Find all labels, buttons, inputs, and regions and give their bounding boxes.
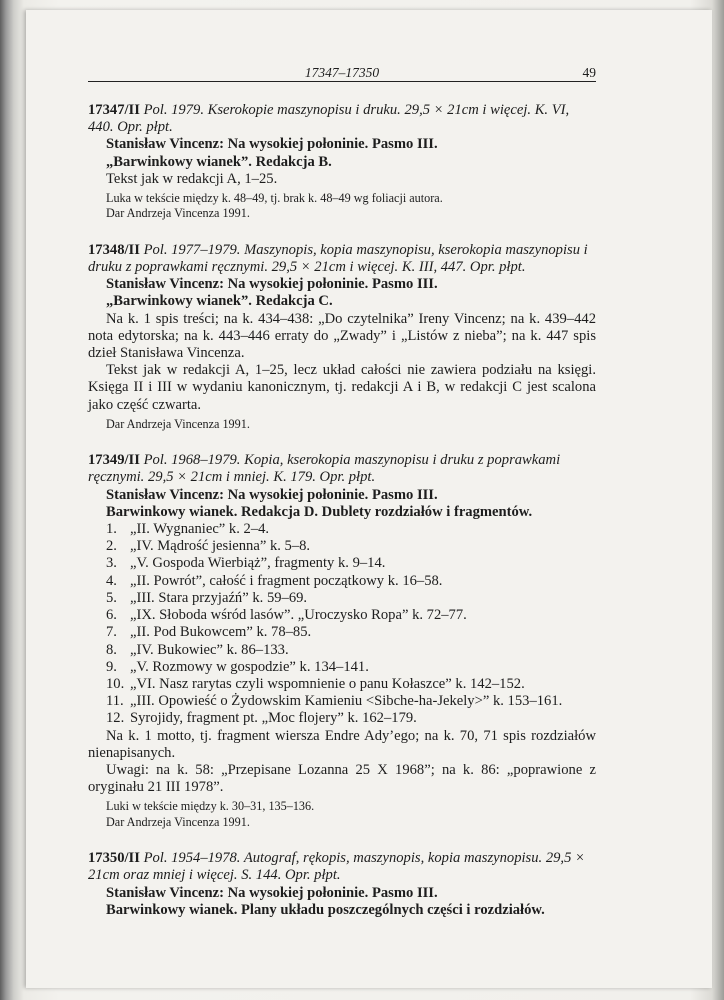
- catalog-entry: [88, 242, 596, 432]
- entry-description: Pol. 1979. Kserokopie maszynopisu i druku. 29,5 × 21cm i więcej. K. VI, 440. Opr. płpt.: [88, 102, 570, 136]
- contents-list: [88, 521, 596, 727]
- entry-note: Luka w tekście między k. 48–49, tj. brak k. 48–49 wg foliacji autora.: [106, 191, 443, 206]
- entry-paragraph: Uwagi: na k. 58: „Przepisane Lozanna 25 X 1968”; na k. 86: „poprawione z oryginału 21 III 1978”.: [88, 761, 596, 796]
- entry-header: [88, 850, 596, 884]
- entry-paragraph: Na k. 1 spis treści; na k. 434–438: „Do czytelnika” Ireny Vincenz; na k. 439–442 nota edytorska; na k. 443–446 erraty do „Zwady” i „Listów z nieba”; na k. 447 spis dzieł Stanisława Vincenza.: [88, 310, 596, 362]
- running-head-title: 17347–17350: [304, 65, 380, 80]
- entry-number: 17348/II: [88, 241, 140, 258]
- entry-subtitle: „Barwinkowy wianek”. Redakcja C.: [106, 293, 333, 310]
- list-item-number: 1.: [106, 521, 117, 538]
- list-item-number: 12.: [106, 710, 125, 727]
- entry-subtitle: Barwinkowy wianek. Redakcja D. Dublety rozdziałów i fragmentów.: [106, 503, 533, 520]
- entry-provenance: Dar Andrzeja Vincenza 1991.: [106, 416, 250, 431]
- list-item-number: 7.: [106, 624, 117, 641]
- list-item: [88, 710, 596, 727]
- list-item-number: 10.: [106, 675, 125, 692]
- entry-author-title: Stanisław Vincenz: Na wysokiej połoninie. Pasmo III.: [106, 276, 438, 293]
- list-item: [88, 642, 596, 659]
- entry-provenance: Dar Andrzeja Vincenza 1991.: [106, 814, 250, 829]
- entry-number: 17349/II: [88, 452, 140, 469]
- list-item-number: 4.: [106, 572, 117, 589]
- list-item: [88, 659, 596, 676]
- running-head: [88, 62, 596, 82]
- entry-header: [88, 242, 596, 276]
- entry-provenance: Dar Andrzeja Vincenza 1991.: [106, 206, 250, 221]
- list-item-text: „II. Wygnaniec” k. 2–4.: [130, 521, 270, 538]
- list-item: [88, 573, 596, 590]
- entry-description: Pol. 1968–1979. Kopia, kserokopia maszynopisu i druku z poprawkami ręcznymi. 29,5 × 21cm i mniej. K. 179. Opr. płpt.: [88, 452, 561, 486]
- list-item-number: 2.: [106, 538, 117, 555]
- list-item: [88, 693, 596, 710]
- list-item-number: 5.: [106, 589, 117, 606]
- list-item-text: „III. Opowieść o Żydowskim Kamieniu <Sibche-ha-Jekely>” k. 153–161.: [130, 693, 563, 710]
- list-item-number: 9.: [106, 658, 117, 675]
- list-item-number: 3.: [106, 555, 117, 572]
- catalog-entry: [88, 850, 596, 919]
- entry-header: [88, 452, 596, 486]
- list-item: [88, 555, 596, 572]
- list-item-text: „II. Powrót”, całość i fragment początkowy k. 16–58.: [130, 572, 443, 589]
- list-item-text: „IV. Bukowiec” k. 86–133.: [130, 641, 289, 658]
- entry-paragraph: Na k. 1 motto, tj. fragment wiersza Endre Ady’ego; na k. 70, 71 spis rozdziałów nienapisanych.: [88, 727, 596, 761]
- entry-header: [88, 102, 596, 136]
- entry-note: Luki w tekście między k. 30–31, 135–136.: [106, 799, 315, 814]
- list-item-number: 6.: [106, 607, 117, 624]
- list-item: [88, 624, 596, 641]
- list-item-number: 8.: [106, 641, 117, 658]
- entry-number: 17347/II: [88, 102, 140, 118]
- list-item-text: „IX. Słoboda wśród lasów”. „Uroczysko Ropa” k. 72–77.: [130, 607, 467, 624]
- list-item: [88, 607, 596, 624]
- entry-number: 17350/II: [88, 850, 140, 867]
- entry-description: Pol. 1977–1979. Maszynopis, kopia maszynopisu, kserokopia maszynopisu i druku z poprawkami ręcznymi. 29,5 × 21cm i więcej. K. III, 447. Opr. płpt.: [88, 241, 588, 276]
- entry-text: Tekst jak w redakcji A, 1–25.: [106, 170, 278, 187]
- list-item: [88, 676, 596, 693]
- catalog-entry: [88, 452, 596, 830]
- entry-author-title: Stanisław Vincenz: Na wysokiej połoninie. Pasmo III.: [106, 136, 438, 153]
- entry-author-title: Stanisław Vincenz: Na wysokiej połoninie. Pasmo III.: [106, 486, 438, 503]
- list-item-number: 11.: [106, 693, 124, 710]
- entry-subtitle: Barwinkowy wianek. Plany układu poszczególnych części i rozdziałów.: [106, 901, 545, 918]
- list-item-text: „II. Pod Bukowcem” k. 78–85.: [130, 624, 312, 641]
- entry-subtitle: „Barwinkowy wianek”. Redakcja B.: [106, 153, 332, 170]
- list-item-text: „VI. Nasz rarytas czyli wspomnienie o panu Kołaszce” k. 142–152.: [130, 675, 525, 692]
- catalog-entry: [88, 102, 596, 222]
- list-item-text: „V. Rozmowy w gospodzie” k. 134–141.: [130, 658, 369, 675]
- entry-paragraph: Tekst jak w redakcji A, 1–25, lecz układ całości nie zawiera podziału na księgi. Księga II i III w wydaniu kanonicznym, tj. redakcji A i B, w redakcji C jest scalona jako część czwarta.: [88, 362, 596, 413]
- page-number: 49: [582, 65, 596, 80]
- entry-description: Pol. 1954–1978. Autograf, rękopis, maszynopis, kopia maszynopisu. 29,5 × 21cm oraz mniej i więcej. S. 144. Opr. płpt.: [88, 850, 585, 884]
- entry-author-title: Stanisław Vincenz: Na wysokiej połoninie. Pasmo III.: [106, 884, 438, 901]
- list-item-text: „IV. Mądrość jesienna” k. 5–8.: [130, 538, 311, 555]
- list-item: [88, 590, 596, 607]
- list-item-text: „III. Stara przyjaźń” k. 59–69.: [130, 589, 308, 606]
- list-item: [88, 538, 596, 555]
- list-item-text: Syrojidy, fragment pt. „Moc flojery” k. 162–179.: [130, 710, 417, 727]
- list-item-text: „V. Gospoda Wierbiąż”, fragmenty k. 9–14.: [130, 555, 386, 572]
- list-item: [88, 521, 596, 538]
- page-content: [88, 62, 596, 919]
